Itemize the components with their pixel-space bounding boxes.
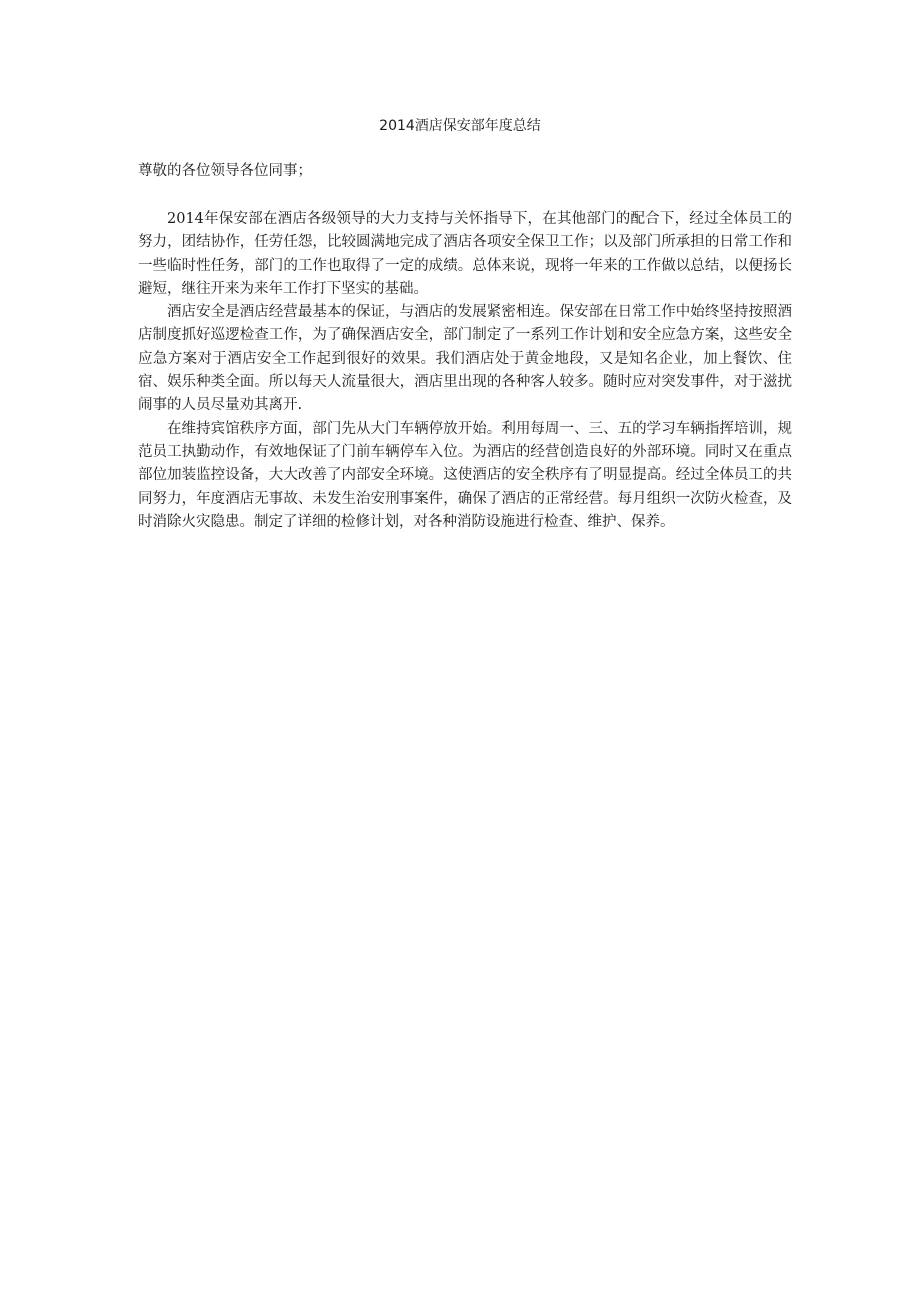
paragraph-order: 在维持宾馆秩序方面，部门先从大门车辆停放开始。利用每周一、三、五的学习车辆指挥培训，规范员工执勤动作，有效地保证了门前车辆停车入位。为酒店的经营创造良好的外部环境。同时又在重点部位加装监控设备，大大改善了内部安全环境。这使酒店的安全秩序有了明显提高。经过全体员工的共同努力，年度酒店无事故、未发生治安刑事案件，确保了酒店的正常经营。每月组织一次防火检查，及时消除火灾隐患。制定了详细的检修计划，对各种消防设施进行检查、维护、保养。 bbox=[138, 420, 792, 530]
greeting: 尊敬的各位领导各位同事； bbox=[138, 163, 312, 179]
paragraph-security: 酒店安全是酒店经营最基本的保证，与酒店的发展紧密相连。保安部在日常工作中始终坚持按照酒店制度抓好巡逻检查工作，为了确保酒店安全，部门制定了一系列工作计划和安全应急方案，这些安全应急方案对于酒店安全工作起到很好的效果。我们酒店处于黄金地段，又是知名企业，加上餐饮、住宿、娱乐种类全面。所以每天人流量很大，酒店里出现的各种客人较多。随时应对突发事件，对于滋扰闹事的人员尽量劝其离开. bbox=[138, 304, 792, 414]
document-body bbox=[138, 208, 792, 534]
paragraph-intro: 2014年保安部在酒店各级领导的大力支持与关怀指导下，在其他部门的配合下，经过全体员工的努力，团结协作，任劳任怨，比较圆满地完成了酒店各项安全保卫工作；以及部门所承担的日常工作和一些临时性任务，部门的工作也取得了一定的成绩。总体来说，现将一年来的工作做以总结，以便扬长避短，继往开来为来年工作打下坚实的基础。 bbox=[138, 211, 792, 297]
document-title: 2014酒店保安部年度总结 bbox=[379, 118, 541, 134]
